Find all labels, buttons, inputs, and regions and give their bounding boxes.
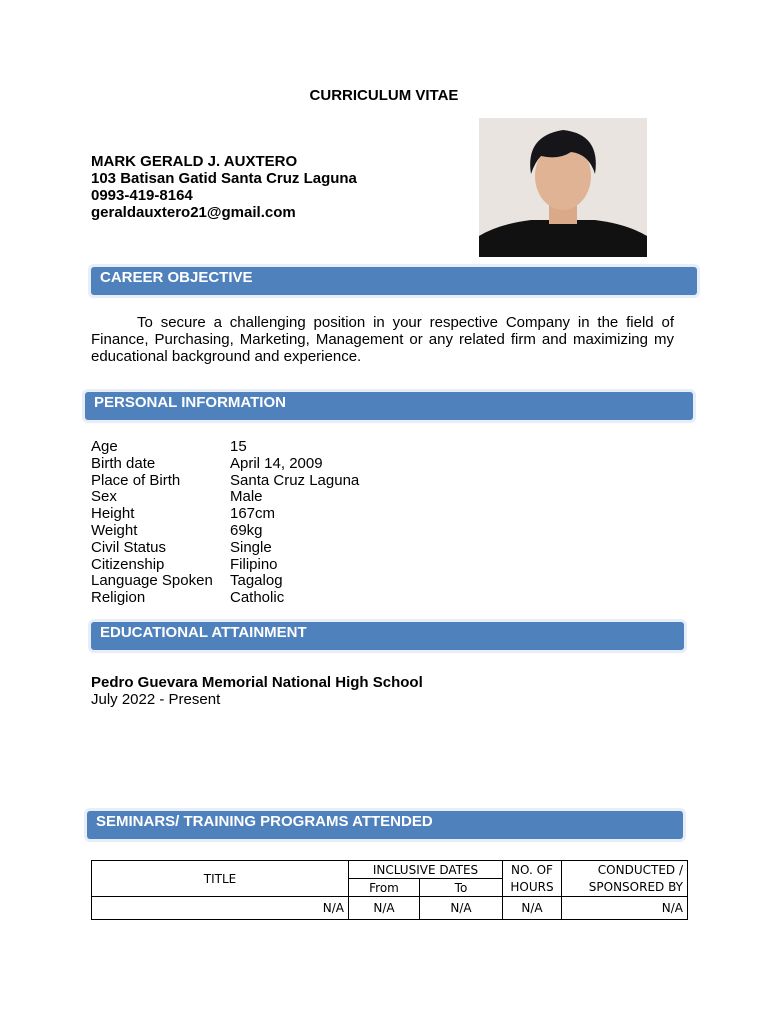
info-row — [91, 473, 359, 490]
header-conducted-line2: SPONSORED BY — [588, 879, 683, 894]
school-dates: July 2022 - Present — [91, 691, 221, 708]
cell-title: N/A — [92, 897, 349, 920]
info-label: Place of Birth — [91, 471, 181, 489]
info-label: Sex — [91, 488, 117, 506]
info-value: Santa Cruz Laguna — [230, 471, 360, 489]
info-row — [91, 573, 359, 590]
info-value: 167cm — [230, 505, 276, 523]
section-educational-attainment: EDUCATIONAL ATTAINMENT — [91, 622, 684, 650]
document-title: CURRICULUM VITAE — [309, 87, 459, 104]
info-value: April 14, 2009 — [230, 454, 323, 472]
header-to: To — [420, 879, 503, 897]
info-value: 15 — [230, 438, 247, 455]
section-seminars: SEMINARS/ TRAINING PROGRAMS ATTENDED — [87, 811, 683, 839]
header-from: From — [349, 879, 420, 897]
section-personal-information: PERSONAL INFORMATION — [85, 392, 693, 420]
info-row — [91, 540, 359, 557]
header-inclusive-dates: INCLUSIVE DATES — [349, 861, 503, 879]
info-label: Religion — [91, 589, 146, 607]
objective-text: To secure a challenging position in your respective Company in the field of Finance, Purchasing, Marketing, Management or any related firm and maximizing my educational background and experience. — [91, 314, 674, 365]
table-row — [92, 897, 688, 920]
info-label: Age — [91, 438, 118, 455]
info-value: Filipino — [230, 555, 278, 573]
section-career-objective: CAREER OBJECTIVE — [91, 267, 697, 295]
info-row — [91, 590, 359, 607]
header-conducted-line1: CONDUCTED / — [597, 862, 683, 877]
info-row — [91, 523, 359, 540]
applicant-phone: 0993-419-8164 — [91, 187, 193, 204]
info-label: Citizenship — [91, 555, 165, 573]
applicant-email: geraldauxtero21@gmail.com — [91, 204, 296, 221]
school-name: Pedro Guevara Memorial National High School — [91, 674, 423, 691]
info-row — [91, 506, 359, 523]
info-value: Catholic — [230, 589, 285, 607]
info-label: Language Spoken — [91, 572, 213, 590]
info-label: Weight — [91, 521, 138, 539]
portrait-image — [479, 118, 647, 257]
cell-to: N/A — [420, 897, 503, 920]
contact-block — [91, 153, 357, 221]
info-value: Single — [230, 538, 272, 556]
seminar-header-row — [92, 861, 688, 879]
info-label: Height — [91, 505, 135, 523]
info-value: Tagalog — [230, 572, 283, 590]
info-label: Civil Status — [91, 538, 167, 556]
info-value: Male — [230, 488, 263, 506]
applicant-address: 103 Batisan Gatid Santa Cruz Laguna — [91, 170, 357, 187]
header-hours-line2: HOURS — [510, 879, 554, 894]
info-row — [91, 489, 359, 506]
info-row — [91, 557, 359, 574]
cell-from: N/A — [349, 897, 420, 920]
header-conducted — [562, 861, 688, 897]
cell-conducted: N/A — [562, 897, 688, 920]
header-hours-line1: NO. OF — [511, 862, 553, 877]
personal-info-table — [91, 439, 359, 607]
seminar-table — [91, 860, 688, 920]
info-row — [91, 456, 359, 473]
applicant-name: MARK GERALD J. AUXTERO — [91, 153, 298, 170]
applicant-photo — [479, 118, 647, 257]
info-label: Birth date — [91, 454, 156, 472]
info-value: 69kg — [230, 521, 263, 539]
header-hours — [503, 861, 562, 897]
info-row — [91, 439, 359, 456]
header-title: TITLE — [92, 861, 349, 897]
cell-hours: N/A — [503, 897, 562, 920]
